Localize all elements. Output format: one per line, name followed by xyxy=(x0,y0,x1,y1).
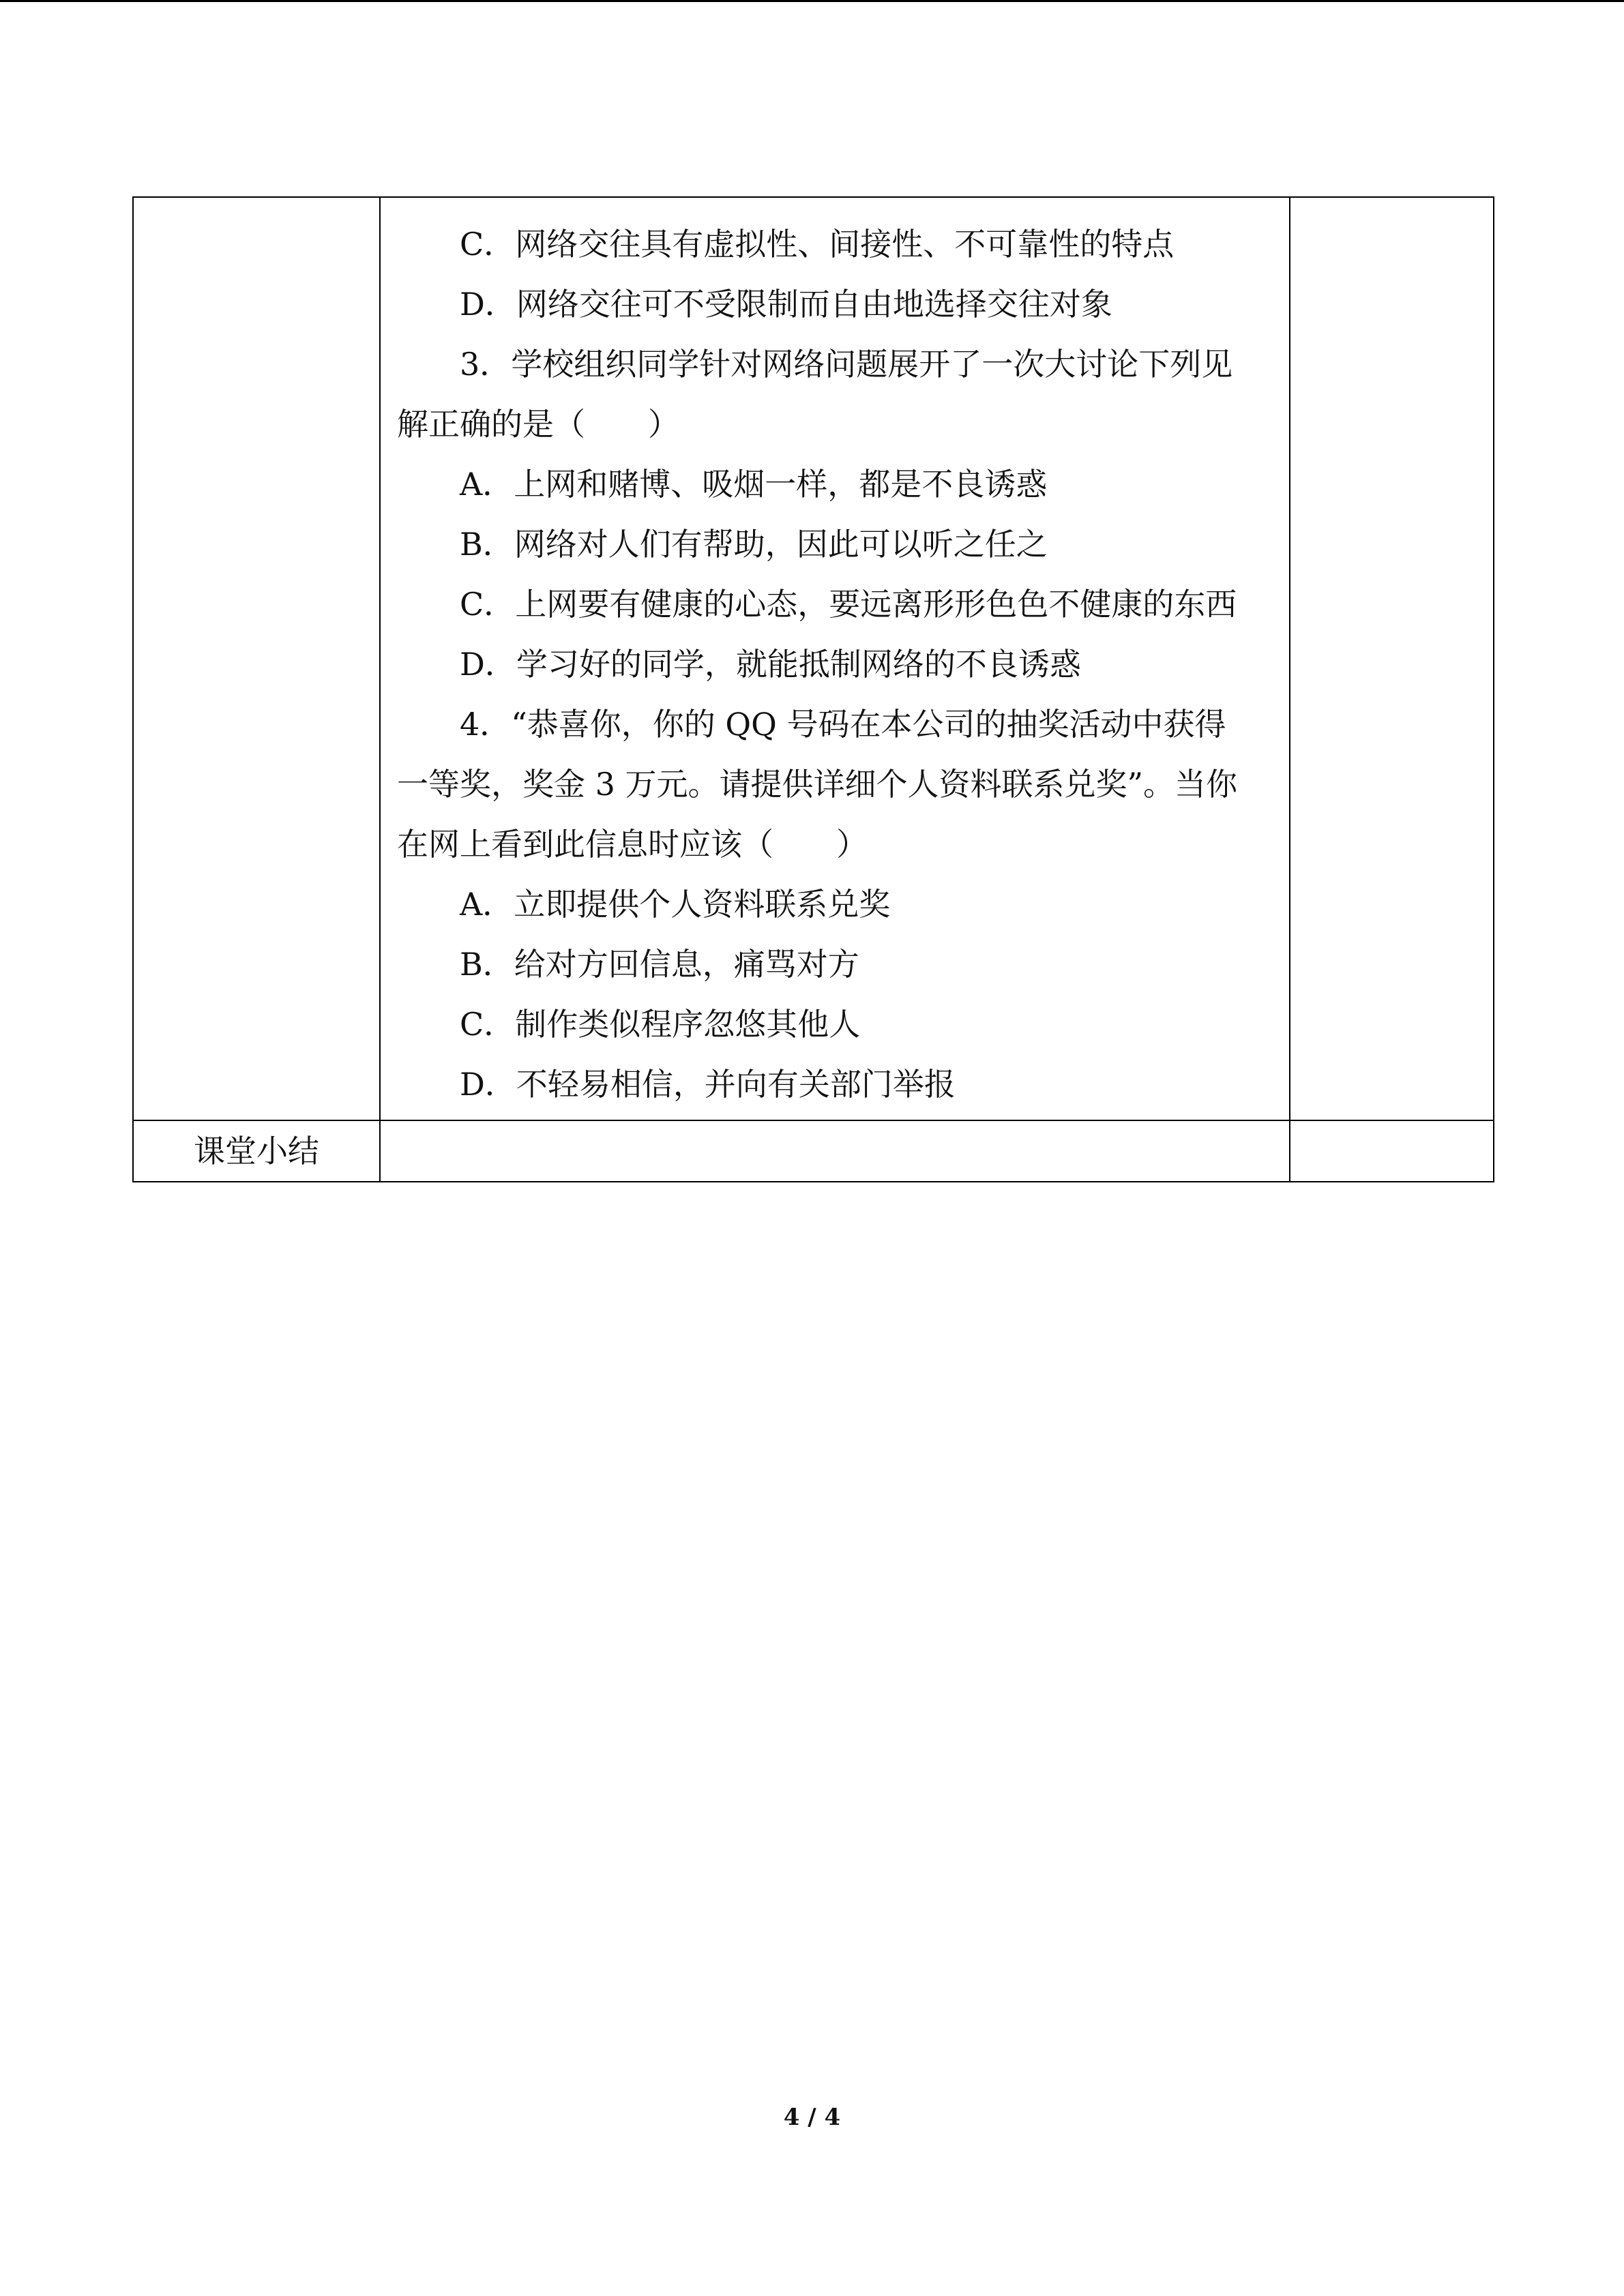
question-line: 一等奖，奖金 3 万元。请提供详细个人资料联系兑奖”。当你 xyxy=(397,766,1238,803)
question-line: D．学习好的同学，就能抵制网络的不良诱惑 xyxy=(460,646,1081,683)
summary-row xyxy=(133,1120,1494,1182)
summary-content-cell xyxy=(380,1120,1290,1182)
question-line: 3．学校组织同学针对网络问题展开了一次大讨论下列见 xyxy=(460,346,1233,383)
question-lines xyxy=(381,198,1289,1120)
question-line: B．网络对人们有帮助，因此可以听之任之 xyxy=(460,526,1048,563)
question-line: D．不轻易相信，并向有关部门举报 xyxy=(460,1066,956,1103)
question-line: 4．“恭喜你，你的 QQ 号码在本公司的抽奖活动中获得 xyxy=(460,706,1226,743)
page-number: 4 / 4 xyxy=(783,2104,841,2131)
summary-label: 课堂小结 xyxy=(133,1120,380,1182)
exercise-content-cell xyxy=(380,197,1290,1120)
question-line: C．制作类似程序忽悠其他人 xyxy=(460,1006,861,1043)
notes-cell-empty xyxy=(1290,197,1494,1120)
question-line: B．给对方回信息，痛骂对方 xyxy=(460,946,859,983)
question-line: C．上网要有健康的心态，要远离形形色色不健康的东西 xyxy=(460,586,1237,623)
question-line: A．上网和赌博、吸烟一样，都是不良诱惑 xyxy=(460,466,1048,503)
question-line: A．立即提供个人资料联系兑奖 xyxy=(460,886,891,923)
label-cell-empty xyxy=(133,197,380,1120)
lesson-table xyxy=(132,196,1494,1182)
question-line: 在网上看到此信息时应该（ ） xyxy=(397,826,868,863)
summary-notes-cell xyxy=(1290,1120,1494,1182)
question-line: 解正确的是（ ） xyxy=(397,406,679,443)
question-line: C．网络交往具有虚拟性、间接性、不可靠性的特点 xyxy=(460,226,1175,263)
question-line: D．网络交往可不受限制而自由地选择交往对象 xyxy=(460,286,1112,323)
exercise-row xyxy=(133,197,1494,1120)
top-border-line xyxy=(0,0,1624,2)
